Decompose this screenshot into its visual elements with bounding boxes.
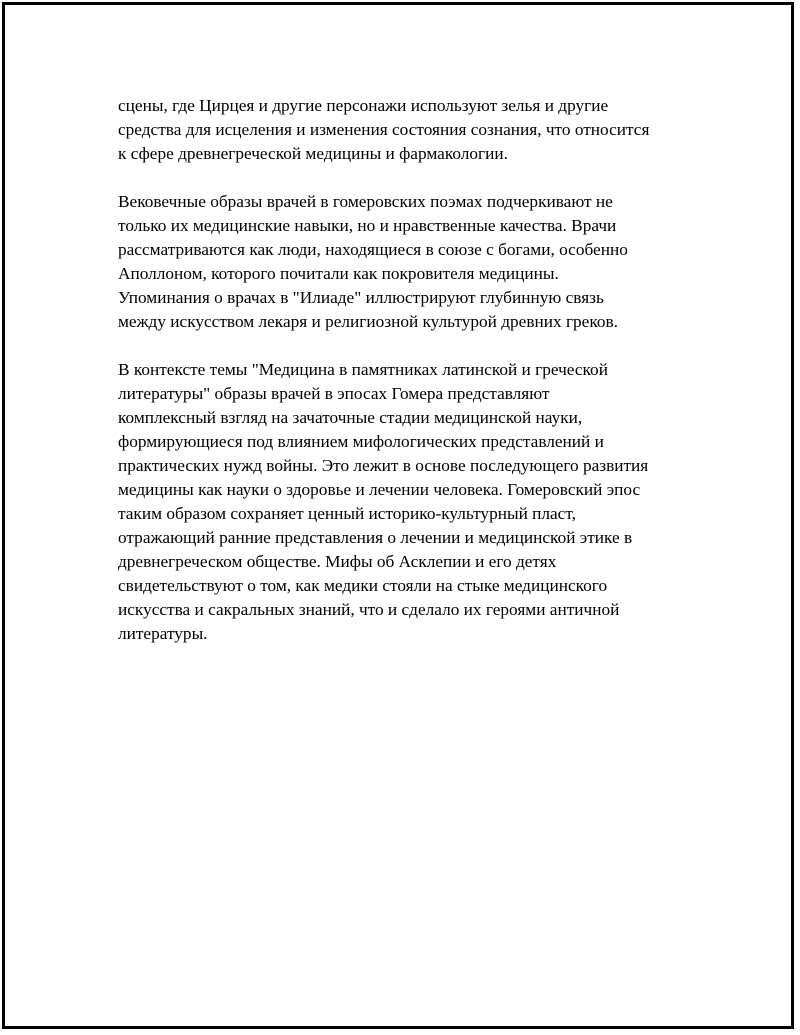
text-line: Вековечные образы врачей в гомеровских поэмах подчеркивают не <box>118 192 613 211</box>
text-line: сцены, где Цирцея и другие персонажи используют зелья и другие <box>118 96 609 115</box>
text-line: литературы. <box>118 624 208 643</box>
text-line: Упоминания о врачах в "Илиаде" иллюстрируют глубинную связь <box>118 288 604 307</box>
paragraph-1 <box>118 94 688 166</box>
text-line: отражающий ранние представления о лечении и медицинской этике в <box>118 528 633 547</box>
text-line: между искусством лекаря и религиозной культурой древних греков. <box>118 312 618 331</box>
text-line: только их медицинские навыки, но и нравственные качества. Врачи <box>118 216 617 235</box>
text-line: древнегреческом обществе. Мифы об Асклепии и его детях <box>118 552 557 571</box>
text-line: комплексный взгляд на зачаточные стадии медицинской науки, <box>118 408 583 427</box>
text-line: литературы" образы врачей в эпосах Гомера представляют <box>118 384 550 403</box>
paragraph-3 <box>118 358 688 646</box>
text-line: к сфере древнегреческой медицины и фармакологии. <box>118 144 508 163</box>
text-line: средства для исцеления и изменения состояния сознания, что относится <box>118 120 650 139</box>
paragraph-2 <box>118 190 688 334</box>
text-line: Аполлоном, которого почитали как покровителя медицины. <box>118 264 559 283</box>
text-line: таким образом сохраняет ценный историко-культурный пласт, <box>118 504 576 523</box>
text-line: рассматриваются как люди, находящиеся в союзе с богами, особенно <box>118 240 628 259</box>
text-line: формирующиеся под влиянием мифологических представлений и <box>118 432 604 451</box>
text-line: практических нужд войны. Это лежит в основе последующего развития <box>118 456 649 475</box>
text-line: В контексте темы "Медицина в памятниках латинской и греческой <box>118 360 608 379</box>
text-line: искусства и сакральных знаний, что и сделало их героями античной <box>118 600 620 619</box>
text-line: медицины как науки о здоровье и лечении человека. Гомеровский эпос <box>118 480 641 499</box>
document-body <box>118 94 688 670</box>
text-line: свидетельствуют о том, как медики стояли на стыке медицинского <box>118 576 608 595</box>
